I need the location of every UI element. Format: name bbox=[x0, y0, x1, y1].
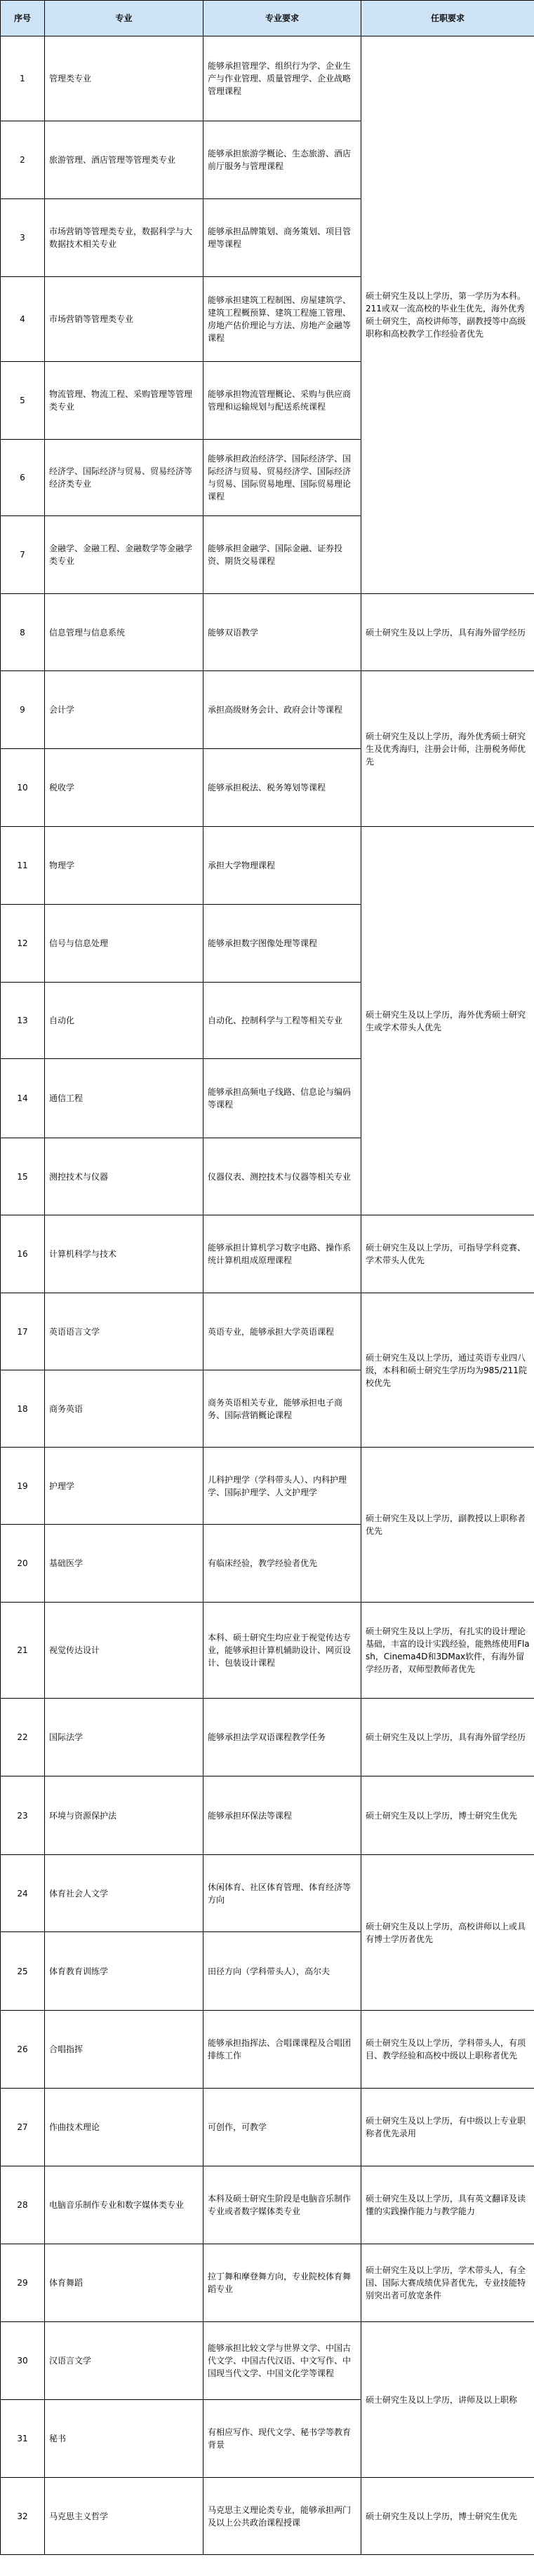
row-number-cell: 24 bbox=[1, 1855, 45, 1932]
requirement-cell: 能够承担建筑工程制图、房屋建筑学、建筑工程概预算、建筑工程施工管理、房地产估价理论与方法、房地产金融等课程 bbox=[203, 277, 361, 362]
row-number-cell: 14 bbox=[1, 1059, 45, 1138]
major-cell: 基础医学 bbox=[45, 1525, 203, 1603]
row-number-cell: 15 bbox=[1, 1138, 45, 1215]
major-cell: 作曲技术理论 bbox=[45, 2089, 203, 2166]
qualification-cell: 硕士研究生及以上学历，具有海外留学经历 bbox=[361, 1699, 534, 1776]
table-body bbox=[1, 36, 534, 2555]
requirement-cell: 能够承担旅游学概论、生态旅游、酒店前厅服务与管理课程 bbox=[203, 121, 361, 199]
major-cell: 税收学 bbox=[45, 749, 203, 827]
major-cell: 物流管理、物流工程、采购管理等管理类专业 bbox=[45, 362, 203, 440]
row-number-cell: 29 bbox=[1, 2244, 45, 2322]
major-cell: 物理学 bbox=[45, 827, 203, 905]
major-cell: 通信工程 bbox=[45, 1059, 203, 1138]
requirement-cell: 儿科护理学（学科带头人）、内科护理学、国际护理学、人文护理学 bbox=[203, 1448, 361, 1525]
qualification-cell: 硕士研究生及以上学历，可指导学科竞赛、学术带头人优先 bbox=[361, 1215, 534, 1293]
qualification-cell: 硕士研究生及以上学历，学科带头人，有项目、教学经验和高校中级以上职称者优先 bbox=[361, 2011, 534, 2089]
major-cell: 秘书 bbox=[45, 2400, 203, 2478]
table-row bbox=[1, 1603, 534, 1699]
row-number-cell: 26 bbox=[1, 2011, 45, 2089]
requirement-cell: 能够承担法学双语课程教学任务 bbox=[203, 1699, 361, 1776]
row-number-cell: 20 bbox=[1, 1525, 45, 1603]
requirement-cell: 有相应写作、现代文学、秘书学等教育背景 bbox=[203, 2400, 361, 2478]
major-cell: 自动化 bbox=[45, 983, 203, 1059]
requirement-cell: 田径方向（学科带头人），高尔夫 bbox=[203, 1932, 361, 2011]
qualification-cell: 硕士研究生及以上学历，学术带头人，有全国、国际大赛成绩优异者优先，专业技能特别突出者可放宽条件 bbox=[361, 2244, 534, 2322]
row-number-cell: 1 bbox=[1, 36, 45, 121]
requirement-cell: 能够承担金融学、国际金融、证券投资、期货交易课程 bbox=[203, 516, 361, 594]
row-number-cell: 19 bbox=[1, 1448, 45, 1525]
table-row bbox=[1, 2166, 534, 2244]
row-number-cell: 4 bbox=[1, 277, 45, 362]
major-cell: 市场营销等管理类专业，数据科学与大数据技术相关专业 bbox=[45, 199, 203, 277]
major-cell: 体育舞蹈 bbox=[45, 2244, 203, 2322]
row-number-cell: 5 bbox=[1, 362, 45, 440]
requirement-cell: 能够承担环保法等课程 bbox=[203, 1776, 361, 1855]
row-number-cell: 22 bbox=[1, 1699, 45, 1776]
row-number-cell: 32 bbox=[1, 2478, 45, 2555]
table-row bbox=[1, 2478, 534, 2555]
requirement-cell: 有临床经验，教学经验者优先 bbox=[203, 1525, 361, 1603]
major-cell: 旅游管理、酒店管理等管理类专业 bbox=[45, 121, 203, 199]
row-number-cell: 6 bbox=[1, 440, 45, 516]
requirement-cell: 仪器仪表、测控技术与仪器等相关专业 bbox=[203, 1138, 361, 1215]
requirement-cell: 能够承担指挥法、合唱课课程及合唱团排练工作 bbox=[203, 2011, 361, 2089]
table-row bbox=[1, 2089, 534, 2166]
qualification-cell: 硕士研究生及以上学历，副教授以上职称者优先 bbox=[361, 1448, 534, 1603]
qualification-cell: 硕士研究生及以上学历，第一学历为本科。211或双一流高校的毕业生优先，海外优秀硕士研究生，高校讲师等，副教授等中高级职称和高校教学工作经验者优先 bbox=[361, 36, 534, 594]
major-cell: 计算机科学与技术 bbox=[45, 1215, 203, 1293]
requirement-cell: 能够承担政治经济学、国际经济学、国际经济与贸易、贸易经济学、国际经济与贸易、国际贸易地理、国际贸易理论课程 bbox=[203, 440, 361, 516]
table-row bbox=[1, 1293, 534, 1370]
requirement-cell: 承担大学物理课程 bbox=[203, 827, 361, 905]
table-row bbox=[1, 671, 534, 749]
table-row bbox=[1, 594, 534, 671]
row-number-cell: 10 bbox=[1, 749, 45, 827]
requirement-cell: 能够承担数字图像处理等课程 bbox=[203, 905, 361, 983]
qualification-cell: 硕士研究生及以上学历，具有英文翻译及读懂的实践操作能力与教学能力 bbox=[361, 2166, 534, 2244]
requirement-cell: 本科、硕士研究生均应业于视觉传达专业，能够承担计算机辅助设计、网页设计、包装设计课程 bbox=[203, 1603, 361, 1699]
row-number-cell: 16 bbox=[1, 1215, 45, 1293]
major-cell: 环境与资源保护法 bbox=[45, 1776, 203, 1855]
table-row bbox=[1, 1448, 534, 1525]
requirement-cell: 能够承担品牌策划、商务策划、项目管理等课程 bbox=[203, 199, 361, 277]
header-no: 序号 bbox=[1, 1, 45, 36]
major-cell: 护理学 bbox=[45, 1448, 203, 1525]
row-number-cell: 9 bbox=[1, 671, 45, 749]
major-cell: 汉语言文学 bbox=[45, 2322, 203, 2400]
qualification-cell: 硕士研究生及以上学历，通过英语专业四八级，本科和硕士研究生学历均为985/211院校优先 bbox=[361, 1293, 534, 1448]
row-number-cell: 23 bbox=[1, 1776, 45, 1855]
major-cell: 管理类专业 bbox=[45, 36, 203, 121]
table-row bbox=[1, 1699, 534, 1776]
qualification-cell: 硕士研究生及以上学历，海外优秀硕士研究生或学术带头人优先 bbox=[361, 827, 534, 1215]
requirement-cell: 休闲体育、社区体育管理、体育经济等方向 bbox=[203, 1855, 361, 1932]
row-number-cell: 8 bbox=[1, 594, 45, 671]
major-cell: 会计学 bbox=[45, 671, 203, 749]
major-cell: 市场营销等管理类专业 bbox=[45, 277, 203, 362]
requirement-cell: 英语专业，能够承担大学英语课程 bbox=[203, 1293, 361, 1370]
row-number-cell: 27 bbox=[1, 2089, 45, 2166]
row-number-cell: 18 bbox=[1, 1370, 45, 1448]
table-row bbox=[1, 1855, 534, 1932]
row-number-cell: 21 bbox=[1, 1603, 45, 1699]
row-number-cell: 28 bbox=[1, 2166, 45, 2244]
requirement-cell: 本科及硕士研究生阶段是电脑音乐制作专业或者数字媒体类专业 bbox=[203, 2166, 361, 2244]
row-number-cell: 31 bbox=[1, 2400, 45, 2478]
table-row bbox=[1, 827, 534, 905]
table-row bbox=[1, 36, 534, 121]
major-cell: 体育社会人文学 bbox=[45, 1855, 203, 1932]
table-row bbox=[1, 1776, 534, 1855]
row-number-cell: 7 bbox=[1, 516, 45, 594]
major-cell: 合唱指挥 bbox=[45, 2011, 203, 2089]
row-number-cell: 11 bbox=[1, 827, 45, 905]
table-row bbox=[1, 2244, 534, 2322]
table-row bbox=[1, 2322, 534, 2400]
major-cell: 信息管理与信息系统 bbox=[45, 594, 203, 671]
requirement-cell: 马克思主义理论类专业，能够承担两门及以上公共政治课程授课 bbox=[203, 2478, 361, 2555]
table-header-row bbox=[1, 1, 534, 36]
requirement-cell: 能够承担计算机学习数字电路、操作系统计算机组成原理课程 bbox=[203, 1215, 361, 1293]
requirement-cell: 能够承担管理学、组织行为学、企业生产与作业管理、质量管理学、企业战略管理课程 bbox=[203, 36, 361, 121]
major-cell: 马克思主义哲学 bbox=[45, 2478, 203, 2555]
requirement-cell: 能够承担比较文学与世界文学、中国古代文学、中国古代汉语、中文写作、中国现当代文学、中国文化学等课程 bbox=[203, 2322, 361, 2400]
major-cell: 商务英语 bbox=[45, 1370, 203, 1448]
qualification-cell: 硕士研究生及以上学历，讲师及以上职称 bbox=[361, 2322, 534, 2478]
table-row bbox=[1, 2011, 534, 2089]
row-number-cell: 2 bbox=[1, 121, 45, 199]
row-number-cell: 12 bbox=[1, 905, 45, 983]
row-number-cell: 30 bbox=[1, 2322, 45, 2400]
major-cell: 英语语言文学 bbox=[45, 1293, 203, 1370]
major-cell: 测控技术与仪器 bbox=[45, 1138, 203, 1215]
major-cell: 信号与信息处理 bbox=[45, 905, 203, 983]
qualification-cell: 硕士研究生及以上学历，博士研究生优先 bbox=[361, 1776, 534, 1855]
row-number-cell: 25 bbox=[1, 1932, 45, 2011]
qualification-cell: 硕士研究生及以上学历，有中级以上专业职称者优先录用 bbox=[361, 2089, 534, 2166]
table-row bbox=[1, 1215, 534, 1293]
row-number-cell: 3 bbox=[1, 199, 45, 277]
requirement-cell: 能够双语教学 bbox=[203, 594, 361, 671]
requirement-cell: 自动化、控制科学与工程等相关专业 bbox=[203, 983, 361, 1059]
row-number-cell: 13 bbox=[1, 983, 45, 1059]
major-cell: 视觉传达设计 bbox=[45, 1603, 203, 1699]
qualification-cell: 硕士研究生及以上学历，海外优秀硕士研究生及优秀海归，注册会计师，注册税务师优先 bbox=[361, 671, 534, 827]
major-cell: 金融学、金融工程、金融数学等金融学类专业 bbox=[45, 516, 203, 594]
row-number-cell: 17 bbox=[1, 1293, 45, 1370]
header-qualification: 任职要求 bbox=[361, 1, 534, 36]
requirement-cell: 可创作，可教学 bbox=[203, 2089, 361, 2166]
qualification-cell: 硕士研究生及以上学历，具有海外留学经历 bbox=[361, 594, 534, 671]
requirement-cell: 能够承担税法、税务筹划等课程 bbox=[203, 749, 361, 827]
major-cell: 电脑音乐制作专业和数字媒体类专业 bbox=[45, 2166, 203, 2244]
major-cell: 国际法学 bbox=[45, 1699, 203, 1776]
major-cell: 体育教育训练学 bbox=[45, 1932, 203, 2011]
header-major: 专业 bbox=[45, 1, 203, 36]
requirement-cell: 商务英语相关专业，能够承担电子商务、国际营销概论课程 bbox=[203, 1370, 361, 1448]
qualification-cell: 硕士研究生及以上学历，高校讲师以上或具有博士学历者优先 bbox=[361, 1855, 534, 2011]
qualification-cell: 硕士研究生及以上学历，博士研究生优先 bbox=[361, 2478, 534, 2555]
qualification-cell: 硕士研究生及以上学历，有扎实的设计理论基础，丰富的设计实践经验，能熟练使用Flash，Cinema4D和3DMax软件，有海外留学经历者，双师型教师者优先 bbox=[361, 1603, 534, 1699]
major-cell: 经济学、国际经济与贸易、贸易经济等经济类专业 bbox=[45, 440, 203, 516]
requirement-cell: 能够承担高频电子线路、信息论与编码等课程 bbox=[203, 1059, 361, 1138]
requirement-cell: 能够承担物流管理概论、采购与供应商管理和运输规划与配送系统课程 bbox=[203, 362, 361, 440]
requirement-cell: 拉丁舞和摩登舞方向，专业院校体育舞蹈专业 bbox=[203, 2244, 361, 2322]
header-requirement: 专业要求 bbox=[203, 1, 361, 36]
requirement-cell: 承担高级财务会计、政府会计等课程 bbox=[203, 671, 361, 749]
